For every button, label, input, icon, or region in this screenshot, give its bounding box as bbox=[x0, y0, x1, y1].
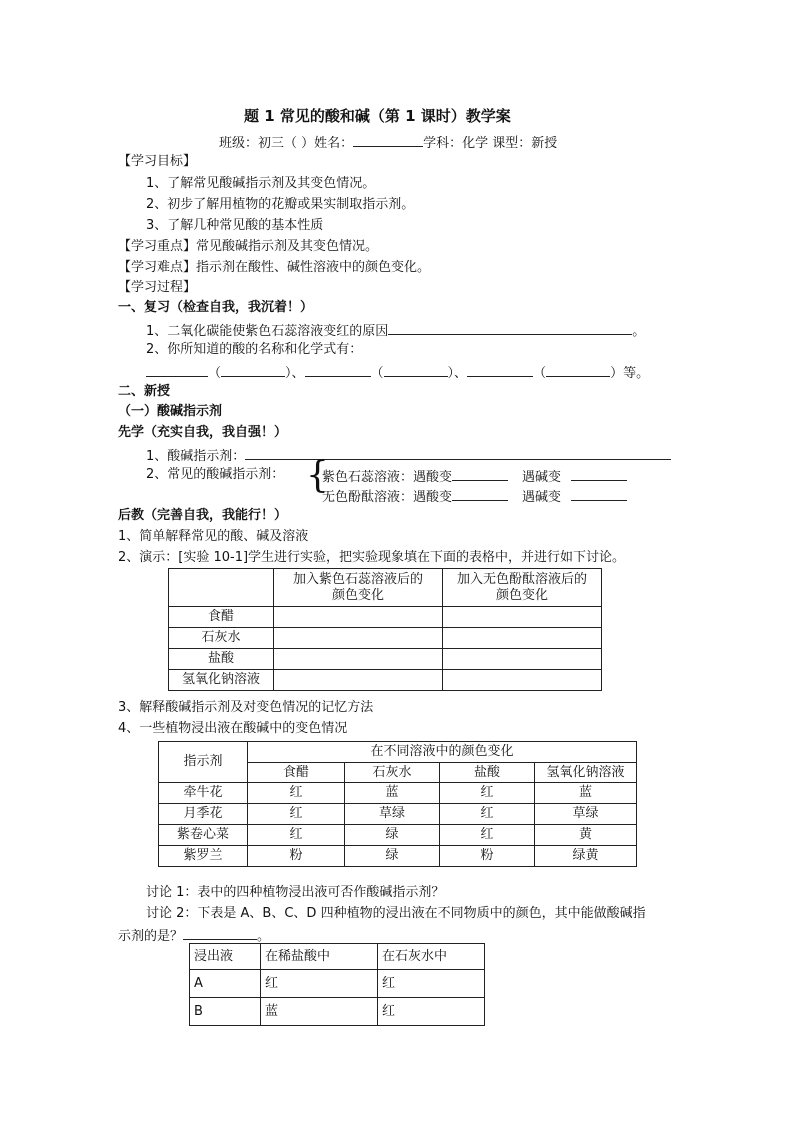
discussion-answer-blank[interactable] bbox=[183, 925, 257, 940]
acid-name-blank[interactable] bbox=[146, 362, 208, 377]
table-cell-blank[interactable] bbox=[274, 670, 443, 691]
paren-close: ）、 bbox=[285, 366, 305, 381]
pre-study-q1 bbox=[146, 445, 671, 466]
post-teach-header: 后教（完善自我，我能行！） bbox=[118, 508, 288, 523]
table-cell: 红 bbox=[248, 825, 345, 846]
goal-item: 1、了解常见酸碱指示剂及其变色情况。 bbox=[146, 176, 376, 191]
litmus-base-blank[interactable] bbox=[571, 466, 627, 481]
table-header: 在稀盐酸中 bbox=[261, 944, 378, 970]
table-cell: 红 bbox=[261, 970, 378, 998]
goal-item: 3、了解几种常见酸的基本性质 bbox=[146, 218, 324, 233]
table-header: 盐酸 bbox=[440, 763, 535, 783]
phenolphthalein-line bbox=[322, 486, 627, 507]
table-cell: 绿黄 bbox=[535, 846, 637, 867]
review-q1 bbox=[146, 320, 645, 341]
discussion-1: 讨论 1：表中的四种植物浸出液可否作酸碱指示剂？ bbox=[146, 885, 445, 900]
goal-item: 2、初步了解用植物的花瓣或果实制取指示剂。 bbox=[146, 197, 415, 212]
table-cell-blank[interactable] bbox=[443, 649, 602, 670]
table-cell: 红 bbox=[440, 825, 535, 846]
post-item: 3、解释酸碱指示剂及对变色情况的记忆方法 bbox=[118, 700, 374, 715]
pre-study-q1-text: 1、酸碱指示剂： bbox=[146, 449, 246, 464]
acid-name-blank[interactable] bbox=[305, 362, 371, 377]
discussion-2: 讨论 2：下表是 A、B、C、D 四种植物的浸出液在不同物质中的颜色，其中能做酸碱指 bbox=[146, 906, 646, 921]
subject-label: 学科：化学 课型：新授 bbox=[423, 136, 558, 151]
table-cell: 红 bbox=[440, 783, 535, 804]
table-cell-blank[interactable] bbox=[274, 649, 443, 670]
key-point-text: 常见酸碱指示剂及其变色情况。 bbox=[196, 239, 379, 254]
paren-open: （ bbox=[533, 366, 547, 381]
table-cell-blank[interactable] bbox=[274, 628, 443, 649]
table-header: 指示剂 bbox=[159, 742, 248, 783]
acid-formula-blank[interactable] bbox=[546, 362, 610, 377]
table-cell: 蓝 bbox=[261, 998, 378, 1026]
table-cell: 草绿 bbox=[535, 804, 637, 825]
pre-study-q2: 2、常见的酸碱指示剂： bbox=[146, 467, 285, 482]
table-row-label: B bbox=[190, 998, 261, 1026]
paren-close: ）等。 bbox=[610, 366, 650, 381]
table-cell: 红 bbox=[378, 970, 485, 998]
litmus-base-label: 遇碱变 bbox=[522, 470, 562, 485]
litmus-line bbox=[322, 466, 627, 487]
table-row-label: A bbox=[190, 970, 261, 998]
table-cell-blank[interactable] bbox=[274, 607, 443, 628]
q1-blank[interactable] bbox=[388, 320, 632, 335]
review-q1-end: 。 bbox=[632, 324, 646, 339]
acid-name-blank[interactable] bbox=[467, 362, 533, 377]
review-q2: 2、你所知道的酸的名称和化学式有： bbox=[146, 342, 363, 357]
table-cell: 草绿 bbox=[345, 804, 440, 825]
table-cell: 粉 bbox=[440, 846, 535, 867]
table-row-label: 石灰水 bbox=[169, 628, 274, 649]
table-cell: 红 bbox=[248, 783, 345, 804]
name-blank[interactable] bbox=[353, 132, 423, 147]
goals-header: 【学习目标】 bbox=[118, 154, 197, 169]
table-row-label: 食醋 bbox=[169, 607, 274, 628]
difficulty-label: 【学习难点】 bbox=[118, 260, 197, 275]
table-header: 食醋 bbox=[248, 763, 345, 783]
extract-table bbox=[189, 943, 485, 1026]
brace-symbol: { bbox=[306, 455, 329, 496]
table-cell: 红 bbox=[378, 998, 485, 1026]
review-q2-blanks bbox=[146, 362, 649, 383]
discussion-2-question: 示剂的是？ bbox=[118, 929, 184, 944]
key-point-label: 【学习重点】 bbox=[118, 239, 197, 254]
table-row-label: 紫卷心菜 bbox=[159, 825, 248, 846]
experiment-table bbox=[168, 568, 602, 691]
section-indicators: （一）酸碱指示剂 bbox=[118, 404, 223, 419]
pre-study-header: 先学（充实自我，我自强！） bbox=[118, 425, 288, 440]
table-group-header: 在不同溶液中的颜色变化 bbox=[248, 742, 637, 763]
phenolphthalein-base-label: 遇碱变 bbox=[522, 490, 562, 505]
table-cell-blank[interactable] bbox=[443, 607, 602, 628]
class-name-label: 班级：初三（ ）姓名： bbox=[219, 136, 354, 151]
class-info-line bbox=[219, 132, 557, 153]
phenolphthalein-acid-blank[interactable] bbox=[452, 486, 508, 501]
table-header: 石灰水 bbox=[345, 763, 440, 783]
difficulty bbox=[118, 259, 430, 277]
table-cell: 黄 bbox=[535, 825, 637, 846]
phenolphthalein-base-blank[interactable] bbox=[571, 486, 627, 501]
phenolphthalein-acid-label: 无色酚酞溶液：遇酸变 bbox=[322, 490, 453, 505]
table-row-label: 紫罗兰 bbox=[159, 846, 248, 867]
process-header: 【学习过程】 bbox=[118, 280, 197, 295]
table-header: 浸出液 bbox=[190, 944, 261, 970]
acid-formula-blank[interactable] bbox=[384, 362, 448, 377]
table-cell: 蓝 bbox=[535, 783, 637, 804]
table-header: 加入无色酚酞溶液后的 颜色变化 bbox=[443, 569, 602, 607]
table-cell-blank[interactable] bbox=[443, 670, 602, 691]
table-row-label: 氢氧化钠溶液 bbox=[169, 670, 274, 691]
table-corner bbox=[169, 569, 274, 607]
table-cell: 粉 bbox=[248, 846, 345, 867]
table-header: 加入紫色石蕊溶液后的 颜色变化 bbox=[274, 569, 443, 607]
post-item: 4、一些植物浸出液在酸碱中的变色情况 bbox=[118, 721, 348, 736]
table-header: 氢氧化钠溶液 bbox=[535, 763, 637, 783]
table-cell: 红 bbox=[440, 804, 535, 825]
discussion-2-end: 。 bbox=[257, 929, 271, 944]
new-lesson-header: 二、新授 bbox=[118, 384, 171, 399]
acid-formula-blank[interactable] bbox=[221, 362, 285, 377]
paren-open: （ bbox=[370, 366, 384, 381]
review-q1-text: 1、二氧化碳能使紫色石蕊溶液变红的原因 bbox=[146, 324, 389, 339]
paren-open: （ bbox=[208, 366, 222, 381]
difficulty-text: 指示剂在酸性、碱性溶液中的颜色变化。 bbox=[196, 260, 431, 275]
litmus-acid-blank[interactable] bbox=[452, 466, 508, 481]
review-header: 一、复习（检查自我，我沉着！） bbox=[118, 300, 314, 315]
plant-indicator-table bbox=[158, 741, 637, 867]
table-row-label: 牵牛花 bbox=[159, 783, 248, 804]
table-row-label: 月季花 bbox=[159, 804, 248, 825]
table-cell: 蓝 bbox=[345, 783, 440, 804]
table-cell-blank[interactable] bbox=[443, 628, 602, 649]
litmus-acid-label: 紫色石蕊溶液：遇酸变 bbox=[322, 470, 453, 485]
key-point bbox=[118, 238, 378, 256]
table-header: 在石灰水中 bbox=[378, 944, 485, 970]
post-item: 2、演示：[实验 10-1]学生进行实验，把实验现象填在下面的表格中，并进行如下讨论。 bbox=[118, 550, 626, 565]
table-cell: 绿 bbox=[345, 825, 440, 846]
table-row-label: 盐酸 bbox=[169, 649, 274, 670]
post-item: 1、简单解释常见的酸、碱及溶液 bbox=[118, 529, 309, 544]
paren-close: ）、 bbox=[447, 366, 468, 381]
page-title: 题 1 常见的酸和碱（第 1 课时）教学案 bbox=[244, 107, 511, 125]
table-cell: 红 bbox=[248, 804, 345, 825]
table-cell: 绿 bbox=[345, 846, 440, 867]
